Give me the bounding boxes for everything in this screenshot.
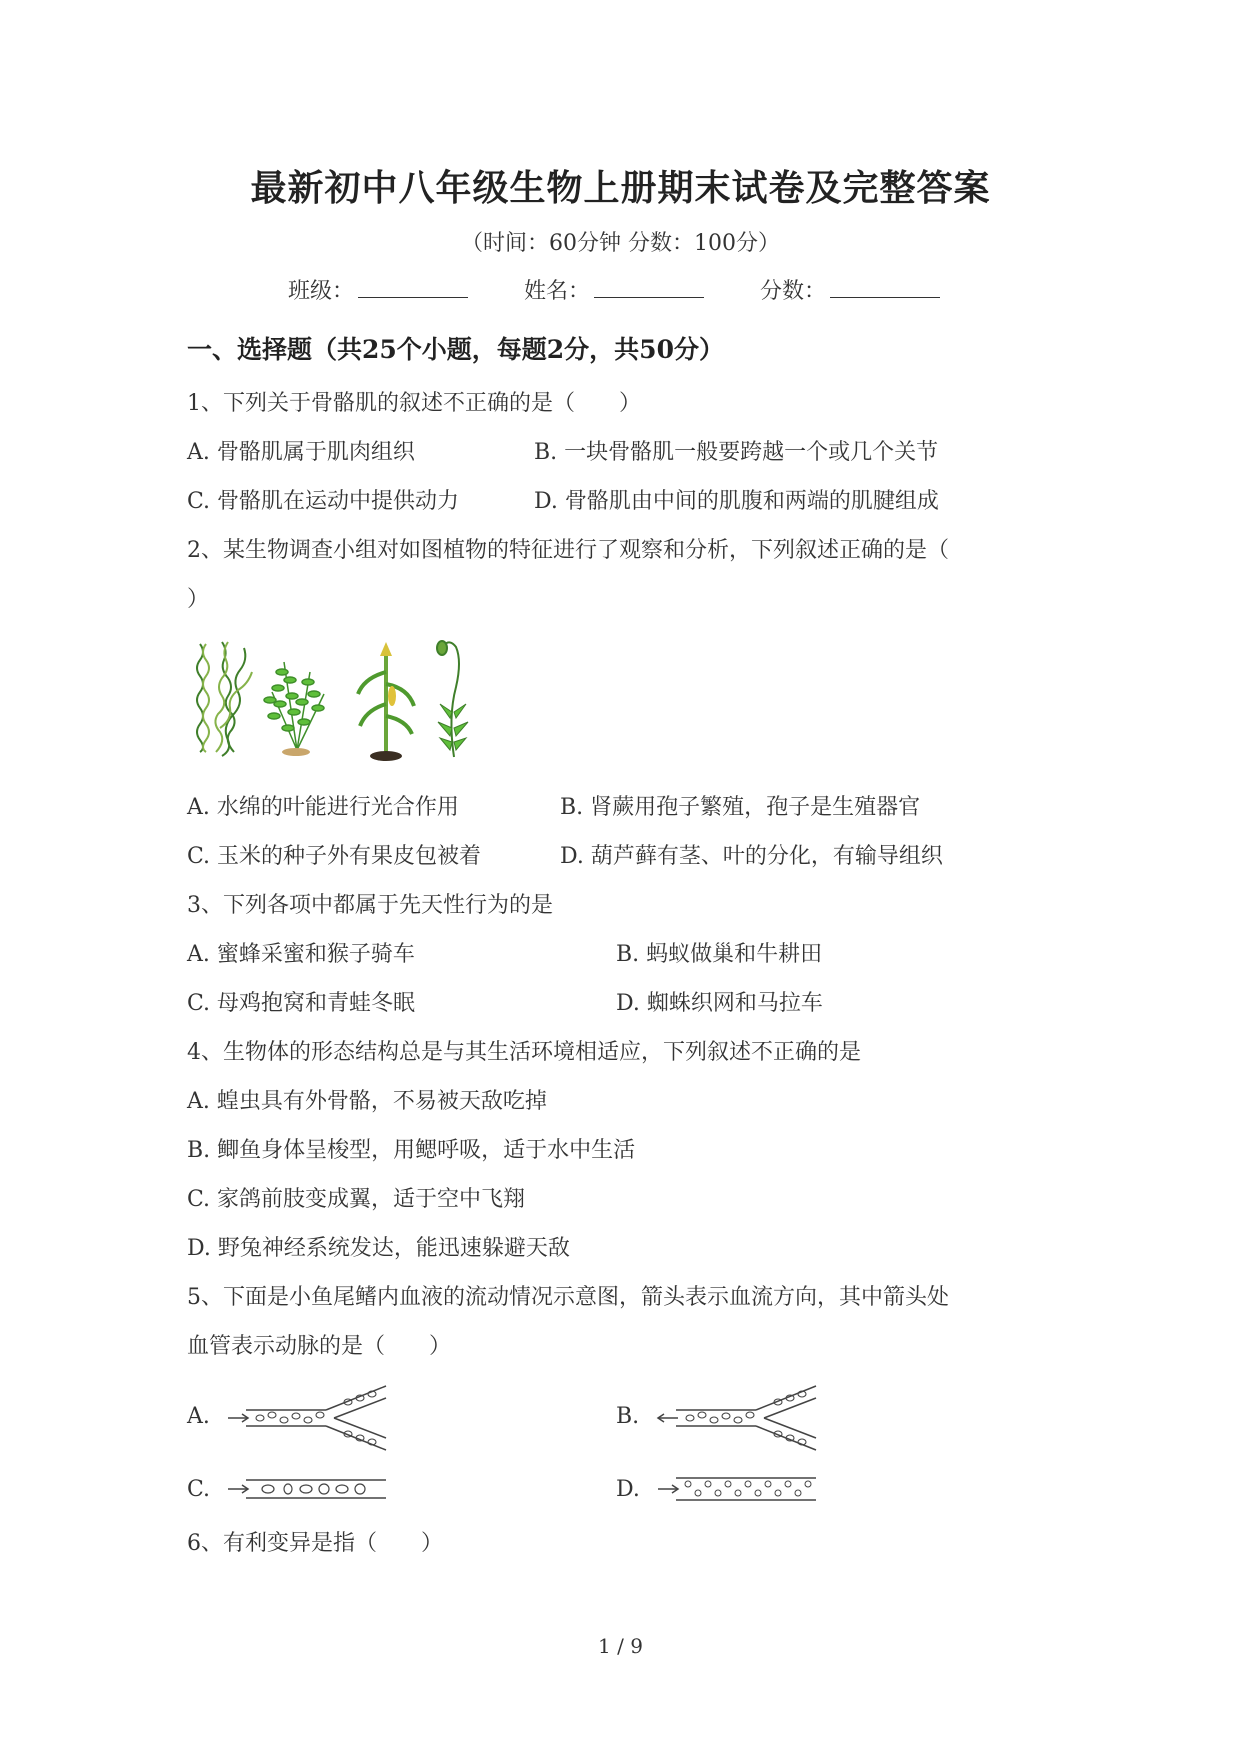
name-field <box>524 274 704 305</box>
q2-option-c: C. 玉米的种子外有果皮包被着 <box>187 844 482 869</box>
q4-stem: 4、生物体的形态结构总是与其生活环境相适应，下列叙述不正确的是 <box>187 1040 861 1065</box>
q1-option-c: C. 骨骼肌在运动中提供动力 <box>187 489 460 514</box>
class-blank[interactable] <box>358 277 468 298</box>
q5-option-b-label: B. <box>616 1404 640 1429</box>
q3-option-b: B. 蚂蚁做巢和牛耕田 <box>616 942 823 967</box>
q3-stem: 3、下列各项中都属于先天性行为的是 <box>187 893 553 918</box>
q5-option-b-diagram <box>656 1384 826 1454</box>
section-heading: 一、选择题（共25个小题，每题2分，共50分） <box>187 335 724 364</box>
q3-option-a: A. 蜜蜂采蜜和猴子骑车 <box>187 942 415 967</box>
plants-figure <box>192 632 482 767</box>
spirogyra-illustration <box>197 642 252 756</box>
score-label: 分数： <box>760 279 827 304</box>
q5-option-d-diagram <box>656 1472 826 1506</box>
q3-option-d: D. 蜘蛛织网和马拉车 <box>616 991 823 1016</box>
corn-illustration <box>358 642 414 761</box>
q4-option-a: A. 蝗虫具有外骨骼，不易被天敌吃掉 <box>187 1089 547 1114</box>
q5-option-d-label: D. <box>616 1477 640 1502</box>
name-blank[interactable] <box>594 277 704 298</box>
class-label: 班级： <box>288 279 355 304</box>
q3-option-c: C. 母鸡抱窝和青蛙冬眠 <box>187 991 416 1016</box>
q4-option-b: B. 鲫鱼身体呈梭型，用鳃呼吸，适于水中生活 <box>187 1138 636 1163</box>
page-number: 1 / 9 <box>598 1634 643 1658</box>
q1-option-d: D. 骨骼肌由中间的肌腹和两端的肌腱组成 <box>534 489 939 514</box>
q5-option-a-label: A. <box>187 1404 210 1429</box>
q4-option-d: D. 野兔神经系统发达，能迅速躲避天敌 <box>187 1236 570 1261</box>
q5-option-c-label: C. <box>187 1477 211 1502</box>
q2-option-d: D. 葫芦藓有茎、叶的分化，有输导组织 <box>560 844 943 869</box>
q1-option-a: A. 骨骼肌属于肌肉组织 <box>187 440 415 465</box>
q1-stem: 1、下列关于骨骼肌的叙述不正确的是（ ） <box>187 391 641 416</box>
score-blank[interactable] <box>830 277 940 298</box>
q5-stem-line1: 5、下面是小鱼尾鳍内血液的流动情况示意图，箭头表示血流方向，其中箭头处 <box>187 1285 949 1310</box>
q4-option-c: C. 家鸽前肢变成翼，适于空中飞翔 <box>187 1187 526 1212</box>
q2-stem-line1: 2、某生物调查小组对如图植物的特征进行了观察和分析，下列叙述正确的是（ <box>187 538 949 563</box>
class-field <box>288 274 468 305</box>
score-field <box>760 274 940 305</box>
q6-stem: 6、有利变异是指（ ） <box>187 1531 443 1556</box>
name-label: 姓名： <box>524 279 591 304</box>
q2-stem-line2: ） <box>187 587 210 612</box>
q1-option-b: B. 一块骨骼肌一般要跨越一个或几个关节 <box>534 440 939 465</box>
moss-illustration <box>437 641 468 757</box>
q2-option-a: A. 水绵的叶能进行光合作用 <box>187 795 459 820</box>
q2-option-b: B. 肾蕨用孢子繁殖，孢子是生殖器官 <box>560 795 921 820</box>
exam-time-score: （时间：60分钟 分数：100分） <box>461 231 780 256</box>
q5-stem-line2: 血管表示动脉的是（ ） <box>187 1334 452 1359</box>
q5-option-a-diagram <box>226 1384 396 1454</box>
fern-illustration <box>264 662 324 756</box>
page-title: 最新初中八年级生物上册期末试卷及完整答案 <box>250 167 991 209</box>
q5-option-c-diagram <box>226 1472 396 1506</box>
